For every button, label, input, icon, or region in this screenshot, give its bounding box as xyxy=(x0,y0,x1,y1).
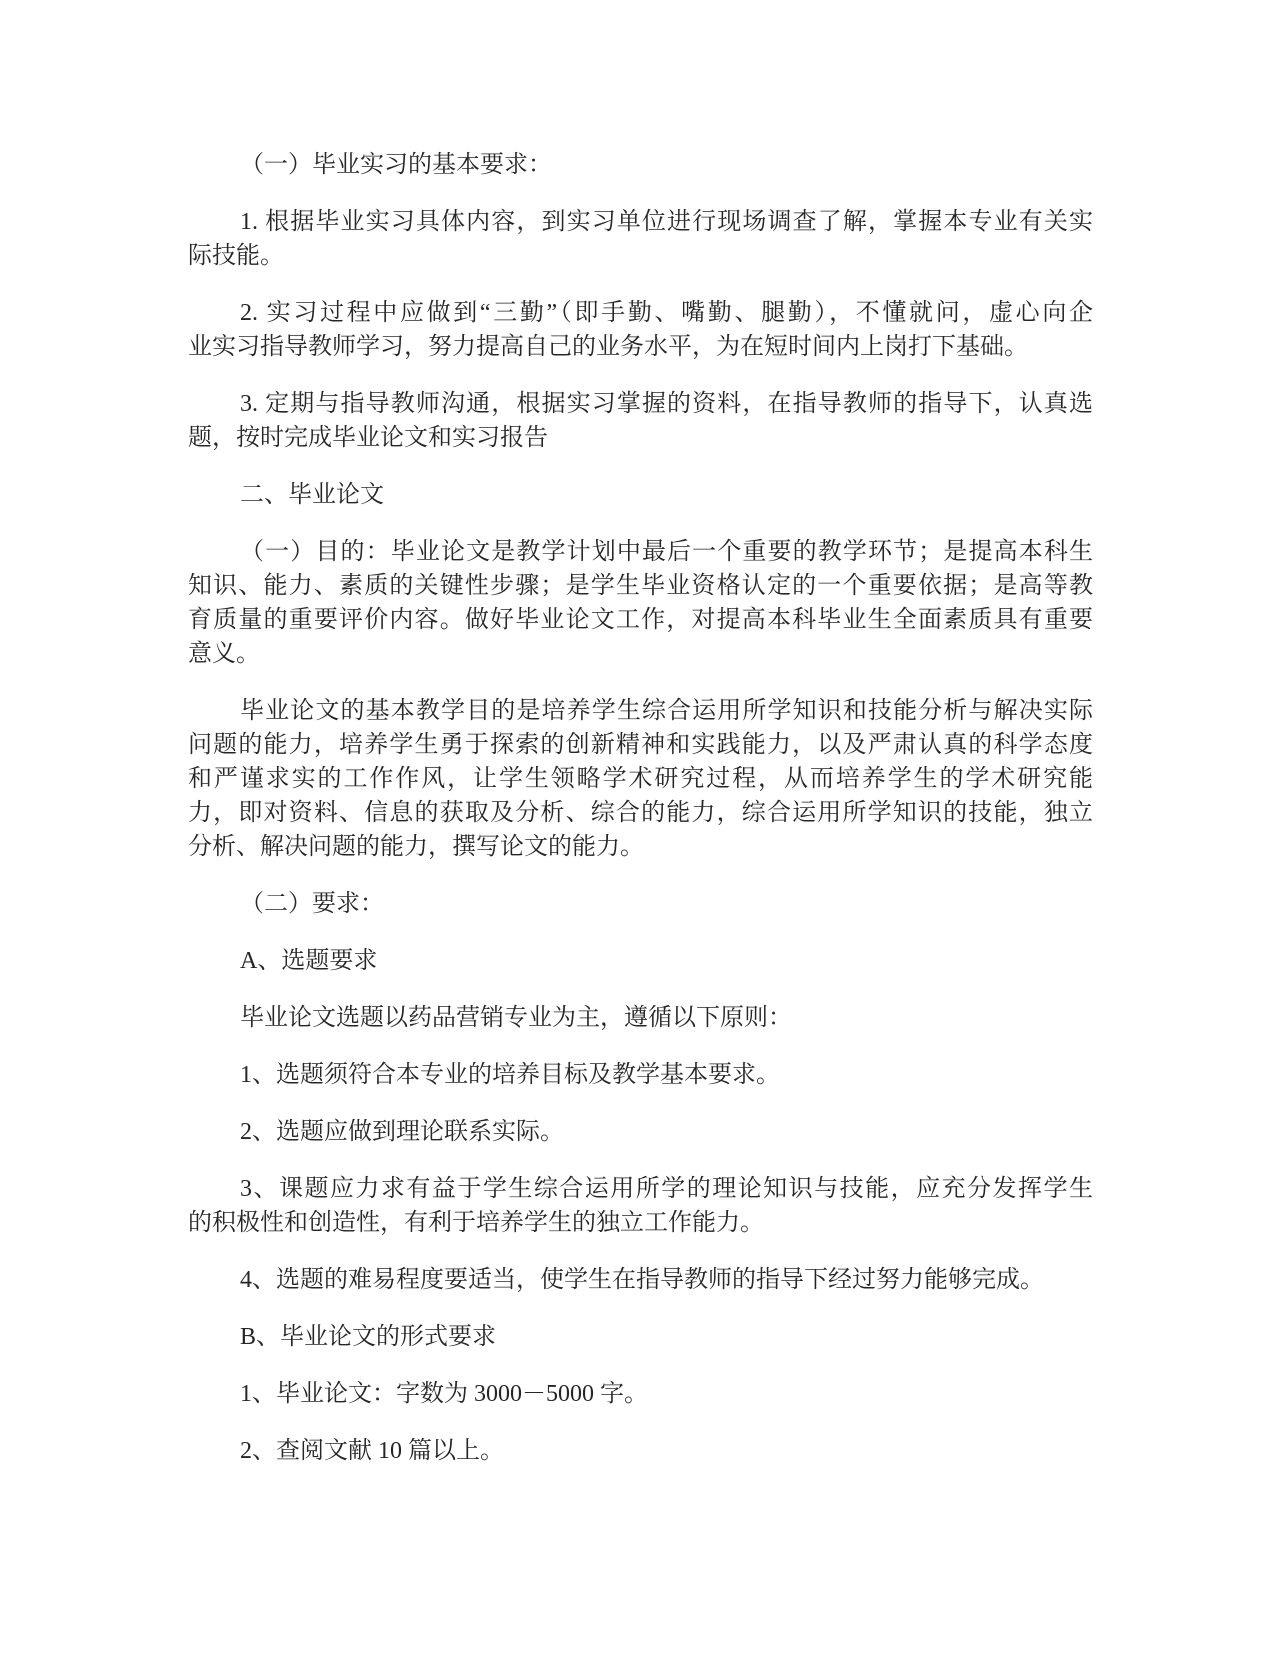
text-line: 题，按时完成毕业论文和实习报告 xyxy=(188,425,548,451)
paragraph xyxy=(188,296,1093,364)
paragraph xyxy=(188,1263,1093,1297)
text-line: 4、选题的难易程度要适当，使学生在指导教师的指导下经过努力能够完成。 xyxy=(240,1267,1044,1293)
paragraph xyxy=(188,887,1093,921)
text-line: 问题的能力，培养学生勇于探索的创新精神和实践能力，以及严肃认真的科学态度 xyxy=(188,732,1093,758)
text-line: 意义。 xyxy=(188,641,260,667)
text-line: 二、毕业论文 xyxy=(240,482,384,508)
paragraph xyxy=(188,1377,1093,1411)
text-line: 1、选题须符合本专业的培养目标及教学基本要求。 xyxy=(240,1062,780,1088)
paragraph xyxy=(188,1058,1093,1092)
paragraph xyxy=(188,694,1093,864)
paragraph xyxy=(188,1001,1093,1035)
paragraph xyxy=(188,205,1093,273)
text-line: 3、课题应力求有益于学生综合运用所学的理论知识与技能，应充分发挥学生 xyxy=(240,1176,1093,1202)
paragraph xyxy=(188,944,1093,978)
paragraph xyxy=(188,1172,1093,1240)
text-line: 1. 根据毕业实习具体内容，到实习单位进行现场调查了解，掌握本专业有关实 xyxy=(240,209,1093,235)
text-line: B、毕业论文的形式要求 xyxy=(240,1324,497,1350)
paragraph xyxy=(188,148,1093,182)
paragraph xyxy=(188,478,1093,512)
text-line: A、选题要求 xyxy=(240,948,378,974)
text-line: 3. 定期与指导教师沟通，根据实习掌握的资料，在指导教师的指导下，认真选 xyxy=(240,391,1093,417)
text-line: （二）要求： xyxy=(240,891,384,917)
text-line: 1、毕业论文：字数为 3000－5000 字。 xyxy=(240,1381,648,1407)
text-line: 和严谨求实的工作作风，让学生领略学术研究过程，从而培养学生的学术研究能 xyxy=(188,766,1093,792)
text-line: 知识、能力、素质的关键性步骤；是学生毕业资格认定的一个重要依据；是高等教 xyxy=(188,573,1093,599)
paragraph xyxy=(188,1434,1093,1468)
text-line: 毕业论文的基本教学目的是培养学生综合运用所学知识和技能分析与解决实际 xyxy=(240,698,1093,724)
paragraph xyxy=(188,535,1093,671)
text-line: 毕业论文选题以药品营销专业为主，遵循以下原则： xyxy=(240,1005,792,1031)
text-line: 业实习指导教师学习，努力提高自己的业务水平，为在短时间内上岗打下基础。 xyxy=(188,334,1028,360)
paragraph xyxy=(188,1320,1093,1354)
text-line: 力，即对资料、信息的获取及分析、综合的能力，综合运用所学知识的技能，独立 xyxy=(188,800,1093,826)
text-line: 的积极性和创造性，有利于培养学生的独立工作能力。 xyxy=(188,1210,764,1236)
text-line: 2、查阅文献 10 篇以上。 xyxy=(240,1438,504,1464)
text-line: （一）毕业实习的基本要求： xyxy=(240,152,552,178)
text-line: （一）目的：毕业论文是教学计划中最后一个重要的教学环节；是提高本科生 xyxy=(240,539,1093,565)
text-line: 2、选题应做到理论联系实际。 xyxy=(240,1119,564,1145)
text-line: 际技能。 xyxy=(188,243,284,269)
text-line: 2. 实习过程中应做到“三勤”（即手勤、嘴勤、腿勤），不懂就问，虚心向企 xyxy=(240,300,1093,326)
paragraph xyxy=(188,1115,1093,1149)
paragraph xyxy=(188,387,1093,455)
text-line: 育质量的重要评价内容。做好毕业论文工作，对提高本科毕业生全面素质具有重要 xyxy=(188,607,1093,633)
text-line: 分析、解决问题的能力，撰写论文的能力。 xyxy=(188,834,644,860)
